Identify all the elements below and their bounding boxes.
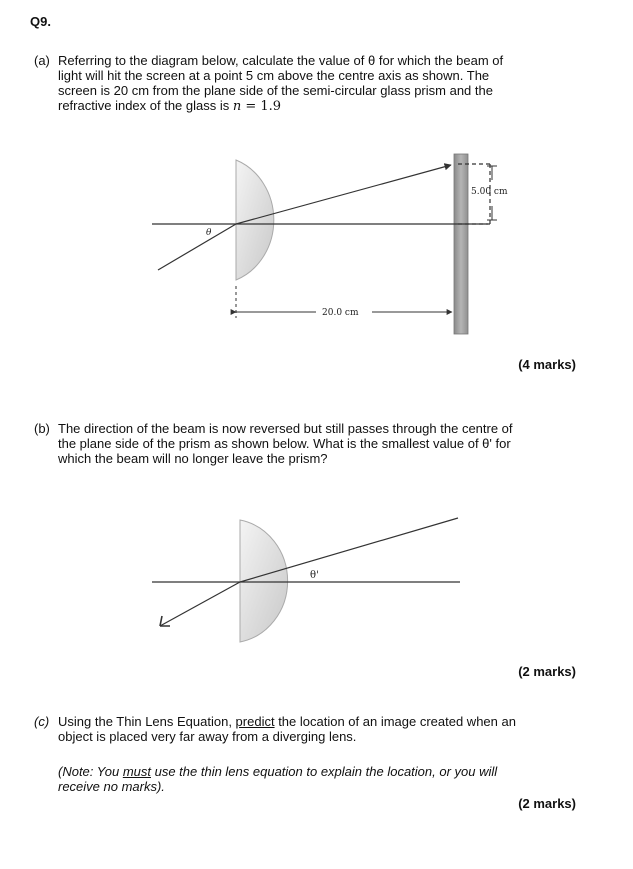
note-line-2: receive no marks). — [58, 779, 165, 794]
diagram-a — [140, 140, 510, 340]
part-a-line-4 — [34, 98, 594, 114]
part-b-marks: (2 marks) — [518, 664, 576, 679]
part-b-label: (b) — [34, 421, 50, 436]
semicircular-prism-b — [240, 520, 288, 642]
theta-label: θ — [206, 228, 212, 238]
part-c-label: (c) — [34, 714, 50, 729]
part-a-text — [34, 53, 594, 114]
part-c-note — [58, 764, 598, 794]
part-a-line-4-text: refractive index of the glass is — [58, 98, 233, 113]
beam-outgoing-b — [160, 582, 240, 626]
refractive-index-symbol: n — [232, 99, 242, 114]
semicircular-prism — [236, 160, 274, 280]
note-line-1-post: use the thin lens equation to explain the location, or you will — [150, 764, 498, 779]
part-c-text — [34, 714, 594, 744]
part-c-line-1-post: the location of an image created when an — [274, 714, 516, 729]
part-c-marks: (2 marks) — [518, 796, 576, 811]
part-a-line-2: light will hit the screen at a point 5 cm above the centre axis as shown. The — [58, 68, 490, 83]
part-c-line-1-pre: Using the Thin Lens Equation, — [58, 714, 236, 729]
part-a-marks: (4 marks) — [518, 357, 576, 372]
part-b-line-3: which the beam will no longer leave the prism? — [58, 451, 328, 466]
part-a-label: (a) — [34, 53, 50, 68]
theta-prime-label: θ' — [310, 570, 319, 581]
diagram-b — [140, 498, 470, 648]
part-b-line-2: the plane side of the prism as shown below. What is the smallest value of θ' for — [58, 436, 511, 451]
must-word: must — [122, 764, 151, 779]
refractive-index-value: = 1.9 — [241, 99, 282, 114]
question-number: Q9. — [30, 14, 51, 29]
part-b-line-1: The direction of the beam is now reversed but still passes through the centre of — [58, 421, 513, 436]
height-label: 5.00 cm — [471, 187, 508, 197]
distance-label: 20.0 cm — [322, 308, 359, 318]
part-b-text — [34, 421, 594, 466]
screen — [454, 154, 468, 334]
part-c-line-2: object is placed very far away from a diverging lens. — [58, 729, 357, 744]
predict-word: predict — [235, 714, 275, 729]
part-a-line-1: Referring to the diagram below, calculate the value of θ for which the beam of — [58, 53, 504, 68]
note-line-1-pre: (Note: You — [58, 764, 123, 779]
part-a-line-3: screen is 20 cm from the plane side of the semi-circular glass prism and the — [58, 83, 493, 98]
incident-beam — [158, 224, 236, 270]
